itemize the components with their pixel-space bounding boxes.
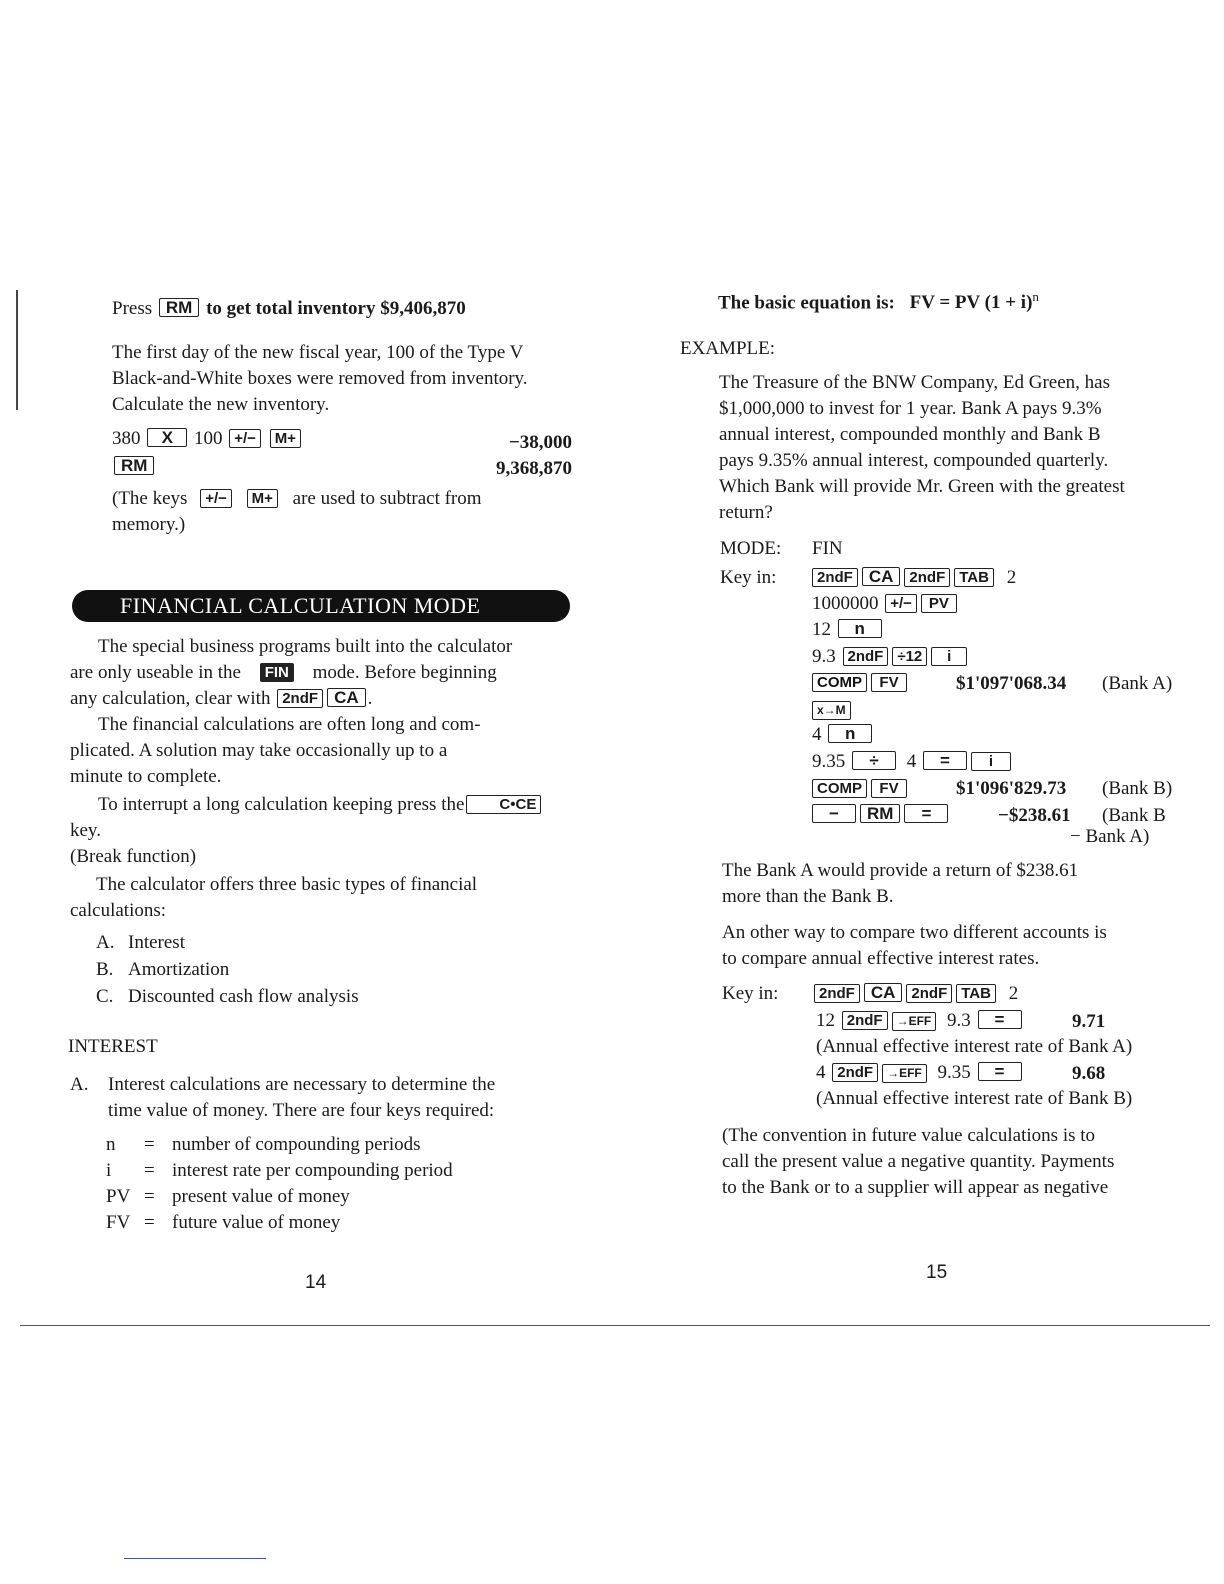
para-complicated: The financial calculations are often long and com- plicated. A solution may take occasionally up to a minute to complete. [70, 714, 481, 787]
key-sequence-3: 12 n [812, 617, 884, 643]
memory-plus-key: M+ [247, 489, 278, 508]
periods-key: n [838, 619, 882, 638]
example-text: The Treasure of the BNW Company, Ed Green, has $1,000,000 to invest for 1 year. Bank A pays 9.3% annual interest, compounded monthly and Bank B pays 9.35% annual interest, compounded quarterly. Which Bank will provide Mr. Green with the greatest return? [719, 372, 1125, 523]
rm-key: RM [114, 456, 154, 475]
second-function-key: 2ndF [832, 1063, 878, 1082]
page-number-right: 15 [926, 1262, 948, 1283]
compute-key: COMP [812, 779, 867, 798]
second-function-key: 2ndF [904, 568, 950, 587]
note-difference-1: (Bank B [1102, 805, 1166, 826]
future-value-key: FV [871, 779, 907, 798]
rm-key: RM [159, 298, 199, 317]
divide-key: ÷ [852, 751, 896, 770]
result-bank-b: $1'096'829.73 [956, 778, 1067, 799]
page-bottom-rule [20, 1325, 1210, 1326]
effective-rate-key: →EFF [882, 1064, 927, 1083]
interest-definitions [106, 1132, 453, 1236]
fin-key: FIN [260, 663, 294, 682]
note-bank-a: (Bank A) [1102, 673, 1173, 694]
clear-all-key: CA [864, 983, 903, 1002]
press-line: Press RM to get total inventory $9,406,870 [112, 298, 466, 319]
calc-line-1: 380 X 100 +/− M+ [112, 426, 303, 452]
key-sequence-5 [810, 670, 909, 696]
second-function-key: 2ndF [842, 1011, 888, 1030]
change-sign-key: +/− [229, 429, 261, 448]
key-sequence-7: 4 n [812, 722, 874, 748]
result-bank-a: $1'097'068.34 [956, 673, 1067, 694]
list-item: C. Discounted cash flow analysis [96, 986, 359, 1007]
key-sequence-4: 9.3 2ndF ÷12 i [812, 644, 969, 670]
present-value-key: PV [921, 594, 957, 613]
interest-heading: INTEREST [68, 1036, 158, 1057]
equals-key: = [904, 804, 948, 823]
equals-key: = [978, 1010, 1022, 1029]
clear-entry-key: C•CE [466, 795, 541, 814]
calc-result-2: 9,368,870 [496, 458, 572, 479]
clear-all-key: CA [327, 688, 366, 707]
scan-edge-line [16, 290, 18, 410]
equals-key: = [978, 1062, 1022, 1081]
eff-sequence-1: 2ndF CA 2ndF TAB 2 [812, 981, 1018, 1007]
para-types: The calculator offers three basic types of financial calculations: [70, 874, 478, 921]
second-function-key: 2ndF [812, 568, 858, 587]
definition-row: PV = present value of money [106, 1186, 350, 1207]
para-inventory: The first day of the new fiscal year, 100 of the Type V Black-and-White boxes were removed from inventory. Calculate the new inventory. [112, 342, 528, 415]
definition-row: n = number of compounding periods [106, 1134, 421, 1155]
eff-note-a: (Annual effective interest rate of Bank A) [816, 1036, 1133, 1057]
memory-store-key: x→M [812, 701, 851, 720]
key-sequence-9 [810, 776, 909, 802]
interest-para: A. Interest calculations are necessary to determine the time value of money. There are four keys required: [70, 1074, 496, 1121]
eff-sequence-3: 4 2ndF →EFF 9.35 = [816, 1060, 1024, 1086]
tab-key: TAB [956, 984, 996, 1003]
convention-para: (The convention in future value calculations is to call the present value a negative quantity. Payments to the Bank or to a supplier will appear as negative [722, 1125, 1115, 1198]
list-item: A. Interest [96, 932, 185, 953]
calc-result-1: −38,000 [508, 432, 572, 453]
keyin-label: Key in: [720, 567, 777, 588]
mode-label: MODE: [720, 538, 782, 559]
section-banner: FINANCIAL CALCULATION MODE [72, 590, 570, 622]
result-difference: −$238.61 [998, 805, 1071, 826]
note-subtract: (The keys +/− M+ are used to subtract from memory.) [112, 488, 482, 535]
interest-key: i [971, 752, 1011, 771]
second-function-key: 2ndF [906, 984, 952, 1003]
future-value-key: FV [871, 673, 907, 692]
key-sequence-10 [810, 802, 950, 828]
tab-key: TAB [954, 568, 994, 587]
keyin-label-2: Key in: [722, 983, 779, 1004]
change-sign-key: +/− [885, 594, 917, 613]
second-function-key: 2ndF [843, 647, 889, 666]
equals-key: = [923, 751, 967, 770]
eff-result-a: 9.71 [1072, 1011, 1106, 1032]
other-para: An other way to compare two different accounts is to compare annual effective interest rates. [722, 922, 1107, 969]
eff-note-b: (Annual effective interest rate of Bank B) [816, 1088, 1133, 1109]
para-programs: The special business programs built into the calculator are only useable in the FIN mode. Before beginning any calculation, clear with 2ndF CA . [70, 636, 513, 709]
compute-key: COMP [812, 673, 867, 692]
example-heading: EXAMPLE: [680, 338, 775, 359]
eff-sequence-2: 12 2ndF →EFF 9.3 = [816, 1008, 1024, 1034]
calc-types-list [96, 930, 359, 1010]
periods-key: n [828, 724, 872, 743]
eff-result-b: 9.68 [1072, 1063, 1106, 1084]
rm-key: RM [860, 804, 900, 823]
memory-plus-key: M+ [270, 429, 301, 448]
calc-line-2 [112, 454, 156, 480]
key-sequence-8: 9.35 ÷ 4 = i [812, 749, 1013, 775]
mode-value: FIN [812, 538, 843, 559]
key-sequence-2: 1000000 +/− PV [812, 591, 959, 617]
list-item: B. Amortization [96, 959, 230, 980]
key-sequence-1: 2ndF CA 2ndF TAB 2 [810, 565, 1016, 591]
basic-equation: The basic equation is: FV = PV $(1 + i)^n$ [718, 289, 1039, 314]
note-difference-2: − Bank A) [1070, 826, 1150, 847]
minus-key: − [812, 804, 856, 823]
para-interrupt: To interrupt a long calculation keeping press the C•CE key. (Break function) [70, 792, 572, 870]
key-sequence-6 [810, 697, 853, 723]
page-number-left: 14 [305, 1272, 327, 1293]
note-bank-b: (Bank B) [1102, 778, 1173, 799]
blue-underline [124, 1558, 266, 1559]
definition-row: i = interest rate per compounding period [106, 1160, 453, 1181]
result-para: The Bank A would provide a return of $238.61 more than the Bank B. [722, 860, 1079, 907]
definition-row: FV = future value of money [106, 1212, 341, 1233]
clear-all-key: CA [862, 567, 901, 586]
second-function-key: 2ndF [814, 984, 860, 1003]
divide-twelve-key: ÷12 [892, 647, 927, 666]
change-sign-key: +/− [200, 489, 232, 508]
multiply-key: X [147, 428, 187, 447]
effective-rate-key: →EFF [892, 1012, 937, 1031]
interest-key: i [931, 647, 967, 666]
second-function-key: 2ndF [277, 689, 323, 708]
